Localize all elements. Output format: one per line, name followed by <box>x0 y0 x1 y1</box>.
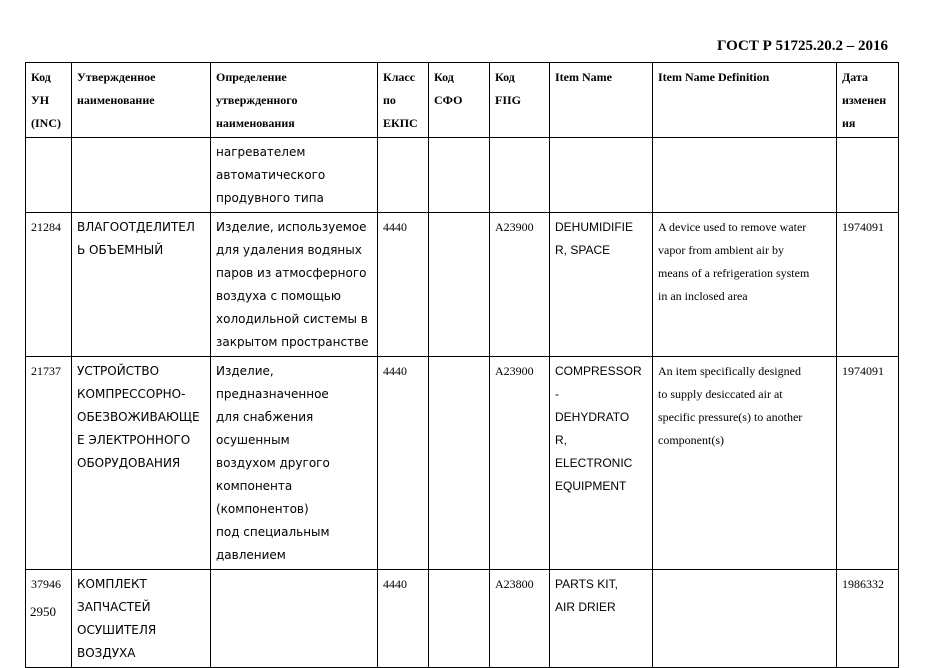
cell-item-name: PARTS KIT, AIR DRIER <box>550 570 653 668</box>
table-row <box>26 213 899 357</box>
cell-item-name: COMPRESSOR - DEHYDRATO R, ELECTRONIC EQUIPMENT <box>550 357 653 570</box>
cell-inc <box>26 138 72 213</box>
cell-ekps <box>378 138 429 213</box>
cell-change-date: 1986332 <box>837 570 899 668</box>
cell-approved-name: ВЛАГООТДЕЛИТЕЛ Ь ОБЪЕМНЫЙ <box>72 213 211 357</box>
cell-sfo <box>429 357 490 570</box>
cell-item-name-definition <box>653 138 837 213</box>
header-definition: Определение утвержденного наименования <box>211 63 378 138</box>
cell-ekps: 4440 <box>378 357 429 570</box>
cell-item-name-definition: An item specifically designed to supply desiccated air at specific pressure(s) to another component(s) <box>653 357 837 570</box>
cell-approved-name: КОМПЛЕКТ ЗАПЧАСТЕЙ ОСУШИТЕЛЯ ВОЗДУХА <box>72 570 211 668</box>
cell-item-name-definition <box>653 570 837 668</box>
cell-inc: 37946 <box>26 570 72 668</box>
cell-inc: 21737 <box>26 357 72 570</box>
cell-fiig: A23900 <box>490 357 550 570</box>
cell-definition: нагревателем автоматического продувного типа <box>211 138 378 213</box>
cell-sfo <box>429 138 490 213</box>
cell-definition: Изделие, предназначенное для снабжения осушенным воздухом другого компонента (компонентов) под специальным давлением <box>211 357 378 570</box>
cell-ekps: 4440 <box>378 570 429 668</box>
cell-approved-name <box>72 138 211 213</box>
cell-fiig: A23900 <box>490 213 550 357</box>
cell-approved-name: УСТРОЙСТВО КОМПРЕССОРНО- ОБЕЗВОЖИВАЮЩЕ Е ЭЛЕКТРОННОГО ОБОРУДОВАНИЯ <box>72 357 211 570</box>
cell-inc: 21284 <box>26 213 72 357</box>
header-item-name: Item Name <box>550 63 653 138</box>
document-standard-title: ГОСТ Р 51725.20.2 – 2016 <box>716 38 888 54</box>
cell-item-name <box>550 138 653 213</box>
cell-item-name-definition: A device used to remove water vapor from ambient air by means of a refrigeration system in an inclosed area <box>653 213 837 357</box>
table-row <box>26 138 899 213</box>
cell-fiig: A23800 <box>490 570 550 668</box>
header-change-date: Дата изменен ия <box>837 63 899 138</box>
cell-change-date <box>837 138 899 213</box>
cell-sfo <box>429 570 490 668</box>
cell-definition: Изделие, используемое для удаления водяных паров из атмосферного воздуха с помощью холодильной системы в закрытом пространстве <box>211 213 378 357</box>
header-sfo-code: Код СФО <box>429 63 490 138</box>
cell-change-date: 1974091 <box>837 357 899 570</box>
cell-item-name: DEHUMIDIFIE R, SPACE <box>550 213 653 357</box>
cell-fiig <box>490 138 550 213</box>
cell-sfo <box>429 213 490 357</box>
table-row <box>26 570 899 668</box>
header-fiig-code: Код FIIG <box>490 63 550 138</box>
header-inc: Код УН (INC) <box>26 63 72 138</box>
table-header-row <box>26 63 899 138</box>
header-item-name-definition: Item Name Definition <box>653 63 837 138</box>
cell-ekps: 4440 <box>378 213 429 357</box>
header-ekps-class: Класс по ЕКПС <box>378 63 429 138</box>
item-name-table <box>25 62 899 668</box>
cell-change-date: 1974091 <box>837 213 899 357</box>
header-approved-name: Утвержденное наименование <box>72 63 211 138</box>
cell-definition <box>211 570 378 668</box>
page-number: 2950 <box>30 604 56 619</box>
table-row <box>26 357 899 570</box>
